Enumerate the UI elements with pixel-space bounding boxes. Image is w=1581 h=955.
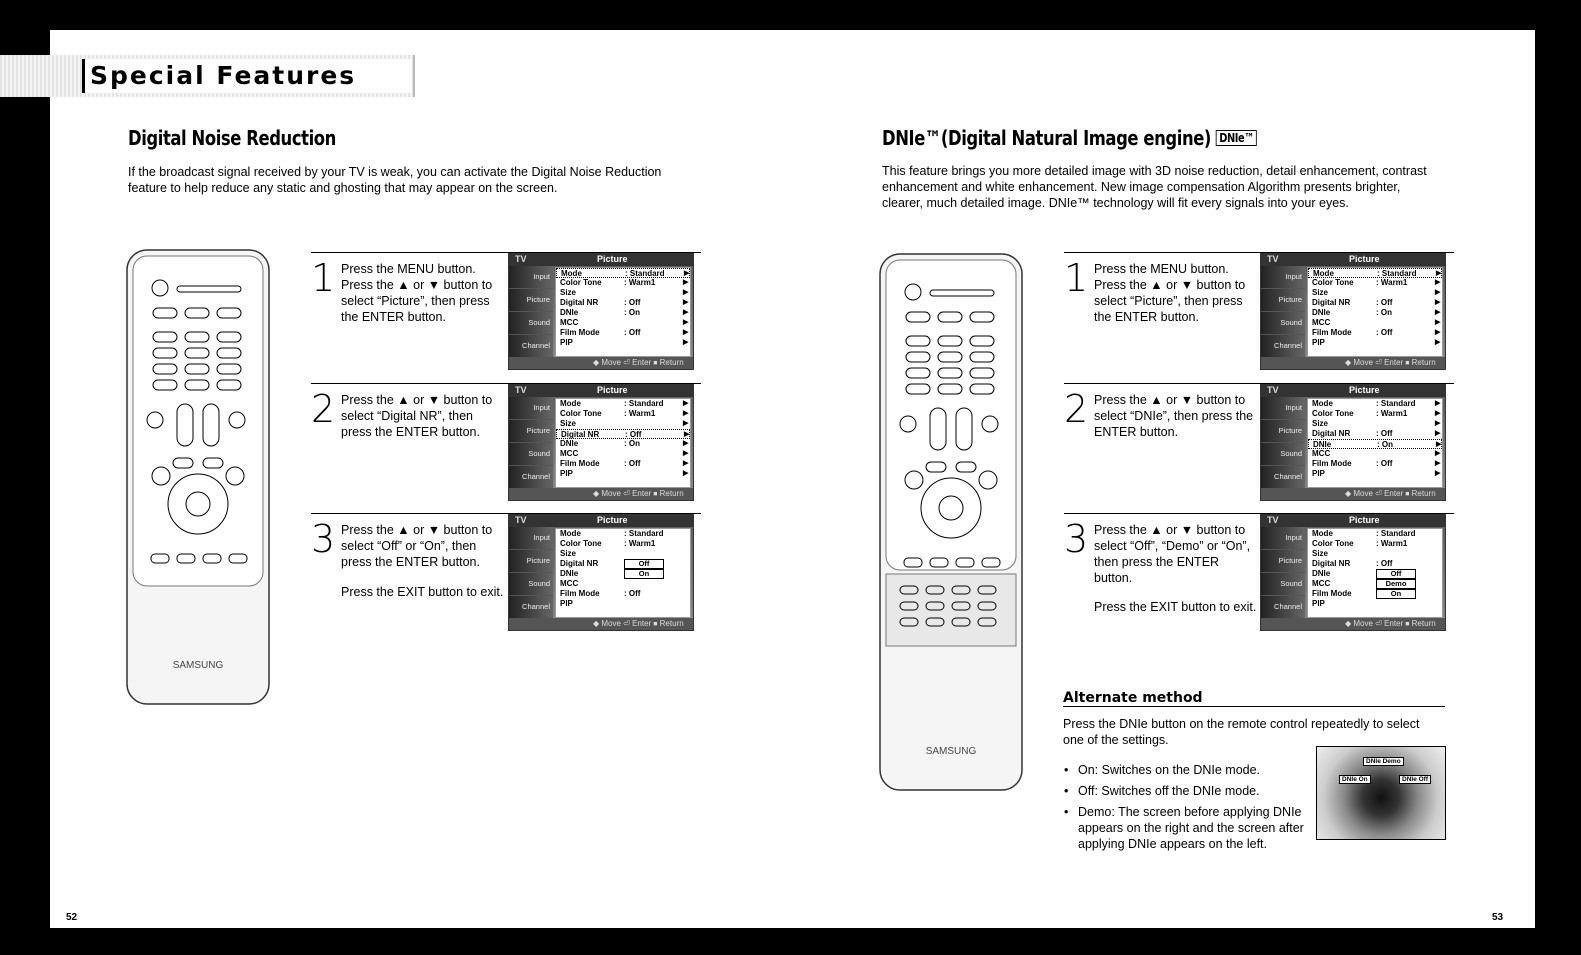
osd-menu-row: Film Mode : Off ▶ (560, 459, 689, 468)
osd-arrow-icon: ▶ (1435, 470, 1441, 477)
osd-screen (1260, 514, 1446, 631)
osd-arrow-icon: ▶ (684, 431, 690, 438)
osd-arrow-icon: ▶ (683, 420, 689, 427)
list-item: • On: Switches on the DNIe mode. (1064, 762, 1314, 778)
osd-arrow-icon: ▶ (1435, 279, 1441, 286)
osd-arrow-icon: ▶ (683, 319, 689, 326)
osd-menu-row: PIP ▶ (1312, 469, 1441, 478)
osd-side-item: Picture (1261, 289, 1305, 312)
osd-arrow-icon: ▶ (683, 400, 689, 407)
osd-title: Picture (1349, 385, 1380, 395)
dnie-options-list (1064, 762, 1314, 857)
osd-option-demo: Demo (1376, 579, 1416, 589)
left-intro: If the broadcast signal received by your TV is weak, you can activate the Digital Noise Reduction feature to help reduce any static and ghosting that may appear on the screen. (128, 165, 662, 195)
dnie-badge: DNIe™ (1216, 130, 1257, 146)
osd-menu-row: DNIe : On ▶ (560, 308, 689, 317)
osd-menu-row: PIP ▶ (1312, 338, 1441, 347)
step-number: 2 (1064, 387, 1089, 431)
step-exit-text: Press the EXIT button to exit. (341, 585, 504, 599)
osd-tv-label: TV (1267, 385, 1279, 395)
step-number: 3 (311, 517, 336, 561)
osd-arrow-icon: ▶ (683, 289, 689, 296)
osd-menu-row: Color Tone : Warm1 ▶ (560, 278, 689, 287)
osd-menu-row: Digital NR : Off ▶ (1312, 298, 1441, 307)
osd-menu-row: Color Tone : Warm1 ▶ (1312, 278, 1441, 287)
osd-tv-label: TV (515, 254, 527, 264)
page-frame-left (0, 0, 50, 955)
osd-side-item: Input (509, 266, 553, 289)
step-text: Press the ▲ or ▼ button to select “Off” or “On”, then press the ENTER button. (341, 523, 493, 569)
osd-side-item: Channel (509, 596, 553, 619)
osd-menu-row: Mode : Standard (1312, 529, 1416, 538)
osd-menu-row: DNIe : On ▶ (1312, 308, 1441, 317)
osd-menu-row: DNIe (560, 569, 579, 578)
osd-footer: ◆ Move ⏎ Enter ⏹ Return (1261, 357, 1446, 369)
osd-menu-row: Color Tone : Warm1 (560, 539, 656, 548)
osd-screen (1260, 384, 1446, 501)
osd-menu-row: Digital NR : Off ▶ (560, 298, 689, 307)
osd-menu-row: Mode : Standard ▶ (1312, 399, 1441, 408)
osd-title: Picture (1349, 515, 1380, 525)
osd-menu-row: Color Tone : Warm1 ▶ (560, 409, 689, 418)
osd-menu-row: Film Mode : Off ▶ (560, 328, 689, 337)
osd-arrow-icon: ▶ (683, 450, 689, 457)
alternate-method-heading: Alternate method (1063, 690, 1445, 707)
osd-menu-row: MCC ▶ (1312, 449, 1441, 458)
osd-sidebar (509, 266, 553, 359)
osd-menu-row: Film Mode (1312, 589, 1352, 598)
osd-footer: ◆ Move ⏎ Enter ⏹ Return (1261, 618, 1446, 630)
osd-side-item: Sound (1261, 443, 1305, 466)
osd-tv-label: TV (515, 515, 527, 525)
osd-menu-row: Size ▶ (560, 419, 689, 428)
osd-arrow-icon: ▶ (1435, 450, 1441, 457)
osd-side-item: Sound (1261, 573, 1305, 596)
osd-screen (1260, 253, 1446, 370)
osd-side-item: Input (1261, 397, 1305, 420)
osd-menu-row: Color Tone : Warm1 (1312, 539, 1408, 548)
right-heading (882, 126, 1257, 150)
osd-menu-row: MCC (560, 579, 579, 588)
osd-arrow-icon: ▶ (1436, 441, 1442, 448)
osd-arrow-icon: ▶ (683, 440, 689, 447)
osd-sidebar (509, 527, 553, 620)
osd-title: Picture (1349, 254, 1380, 264)
osd-arrow-icon: ▶ (683, 309, 689, 316)
osd-side-item: Sound (1261, 312, 1305, 335)
osd-menu (1307, 528, 1443, 618)
osd-arrow-icon: ▶ (1435, 289, 1441, 296)
osd-screen (508, 514, 694, 631)
step-text: Press the ▲ or ▼ button to select “Off”, “Demo” or “On”, then press the ENTER button. (1094, 523, 1251, 585)
osd-title: Picture (597, 515, 628, 525)
step-number: 3 (1064, 517, 1089, 561)
osd-side-item: Sound (509, 443, 553, 466)
osd-side-item: Channel (1261, 466, 1305, 489)
osd-option-off: Off (1376, 569, 1416, 579)
right-heading-text: DNIe™(Digital Natural Image engine) (882, 126, 1212, 150)
osd-option-off: Off (624, 559, 664, 569)
osd-menu-row: Size ▶ (560, 288, 689, 297)
osd-title: Picture (597, 254, 628, 264)
osd-menu-row: Mode : Standard ▶ (560, 399, 689, 408)
osd-menu-row: MCC ▶ (1312, 318, 1441, 327)
osd-arrow-icon: ▶ (683, 460, 689, 467)
osd-side-item: Picture (509, 289, 553, 312)
osd-arrow-icon: ▶ (1435, 309, 1441, 316)
osd-side-item: Input (1261, 527, 1305, 550)
step-number: 1 (311, 256, 336, 300)
osd-menu-row: MCC (1312, 579, 1331, 588)
osd-menu-row: Film Mode : Off (560, 589, 641, 598)
osd-menu (1307, 267, 1443, 357)
osd-menu-row: Digital NR : Off ▶ (1312, 429, 1441, 438)
remote-brand-label: SAMSUNG (172, 660, 224, 671)
page-number-right: 53 (1492, 912, 1504, 923)
page-number-left: 52 (66, 912, 78, 923)
osd-side-item: Sound (509, 312, 553, 335)
osd-side-item: Input (1261, 266, 1305, 289)
osd-menu-row: Digital NR : Off ▶ (556, 429, 690, 439)
osd-arrow-icon: ▶ (684, 270, 690, 277)
osd-side-item: Picture (1261, 420, 1305, 443)
osd-menu (555, 528, 691, 618)
osd-tv-label: TV (1267, 515, 1279, 525)
left-heading: Digital Noise Reduction (128, 126, 336, 150)
osd-menu-row: PIP (1312, 599, 1325, 608)
osd-footer: ◆ Move ⏎ Enter ⏹ Return (509, 357, 694, 369)
osd-menu (555, 398, 691, 488)
osd-arrow-icon: ▶ (1435, 339, 1441, 346)
page-frame-top (0, 0, 1581, 30)
dnie-demo-image (1316, 746, 1446, 840)
step-number: 1 (1064, 256, 1089, 300)
osd-side-item: Input (509, 527, 553, 550)
osd-sidebar (1261, 397, 1305, 490)
osd-menu-row: Size ▶ (1312, 288, 1441, 297)
page-frame-right (1535, 0, 1581, 955)
demo-label: DNIe Demo (1363, 757, 1404, 766)
step-exit-text: Press the EXIT button to exit. (1094, 600, 1257, 614)
osd-arrow-icon: ▶ (683, 299, 689, 306)
osd-menu-row: DNIe : On ▶ (560, 439, 689, 448)
osd-menu-row: Digital NR (560, 559, 599, 568)
osd-side-item: Sound (509, 573, 553, 596)
osd-menu-row: Film Mode : Off ▶ (1312, 459, 1441, 468)
osd-side-item: Channel (1261, 596, 1305, 619)
osd-menu (555, 267, 691, 357)
osd-side-item: Picture (509, 420, 553, 443)
osd-menu-row: Mode : Standard ▶ (1308, 268, 1442, 278)
osd-arrow-icon: ▶ (1435, 319, 1441, 326)
osd-side-item: Channel (509, 335, 553, 358)
osd-title: Picture (597, 385, 628, 395)
osd-sidebar (1261, 527, 1305, 620)
step-text: Press the MENU button. Press the ▲ or ▼ button to select “Picture”, then press the ENTER button. (1094, 262, 1246, 324)
osd-arrow-icon: ▶ (683, 339, 689, 346)
osd-menu-row: Size (560, 549, 577, 558)
step-text: Press the ▲ or ▼ button to select “Digital NR”, then press the ENTER button. (341, 393, 493, 439)
remote-control-illustration (125, 248, 271, 706)
list-item: • Demo: The screen before applying DNIe appears on the right and the screen after applying DNIe appears on the left. (1064, 804, 1314, 852)
osd-menu-row: DNIe : On ▶ (1308, 439, 1442, 449)
demo-off-label: DNIe Off (1399, 775, 1431, 784)
osd-menu-row: Color Tone : Warm1 ▶ (1312, 409, 1441, 418)
osd-side-item: Input (509, 397, 553, 420)
step-text: Press the ▲ or ▼ button to select “DNIe”, then press the ENTER button. (1094, 393, 1254, 439)
osd-menu-row: Size (1312, 549, 1329, 558)
osd-arrow-icon: ▶ (1436, 270, 1442, 277)
osd-menu-row: Mode : Standard (560, 529, 664, 538)
osd-menu-row: Mode : Standard ▶ (556, 268, 690, 278)
osd-menu-row: DNIe (1312, 569, 1331, 578)
step-text: Press the MENU button. Press the ▲ or ▼ button to select “Picture”, then press the ENTER button. (341, 262, 493, 324)
osd-arrow-icon: ▶ (1435, 460, 1441, 467)
osd-arrow-icon: ▶ (1435, 299, 1441, 306)
osd-tv-label: TV (515, 385, 527, 395)
osd-menu-row: MCC ▶ (560, 449, 689, 458)
osd-arrow-icon: ▶ (683, 410, 689, 417)
osd-screen (508, 253, 694, 370)
osd-side-item: Channel (1261, 335, 1305, 358)
osd-arrow-icon: ▶ (1435, 410, 1441, 417)
osd-menu-row: PIP ▶ (560, 469, 689, 478)
osd-arrow-icon: ▶ (1435, 420, 1441, 427)
osd-footer: ◆ Move ⏎ Enter ⏹ Return (1261, 488, 1446, 500)
osd-side-item: Picture (509, 550, 553, 573)
osd-tv-label: TV (1267, 254, 1279, 264)
osd-screen (508, 384, 694, 501)
osd-arrow-icon: ▶ (683, 470, 689, 477)
osd-menu-row: Digital NR : Off (1312, 559, 1393, 568)
alternate-method-text: Press the DNIe button on the remote control repeatedly to select one of the settings. (1063, 717, 1420, 747)
osd-arrow-icon: ▶ (1435, 400, 1441, 407)
remote-brand-label: SAMSUNG (925, 746, 977, 757)
step-number: 2 (311, 387, 336, 431)
osd-sidebar (509, 397, 553, 490)
section-title: Special Features (90, 61, 357, 90)
page-frame-bottom (0, 928, 1581, 955)
osd-side-item: Channel (509, 466, 553, 489)
osd-menu-row: Size ▶ (1312, 419, 1441, 428)
osd-menu-row: PIP (560, 599, 573, 608)
list-item: • Off: Switches off the DNIe mode. (1064, 783, 1314, 799)
osd-footer: ◆ Move ⏎ Enter ⏹ Return (509, 618, 694, 630)
remote-control-illustration (878, 252, 1024, 792)
osd-footer: ◆ Move ⏎ Enter ⏹ Return (509, 488, 694, 500)
osd-menu-row: PIP ▶ (560, 338, 689, 347)
osd-side-item: Picture (1261, 550, 1305, 573)
osd-menu-row: MCC ▶ (560, 318, 689, 327)
osd-arrow-icon: ▶ (683, 329, 689, 336)
osd-arrow-icon: ▶ (1435, 329, 1441, 336)
osd-menu (1307, 398, 1443, 488)
demo-on-label: DNIe On (1339, 775, 1371, 784)
osd-option-on: On (1376, 589, 1416, 599)
osd-option-on: On (624, 569, 664, 579)
right-intro: This feature brings you more detailed image with 3D noise reduction, detail enhancement, contrast enhancement and white enhancement. New image compensation Algorithm presents brighter, clearer, much detailed image. DNIe™ technology will fit every signals into your eyes. (882, 164, 1427, 210)
osd-arrow-icon: ▶ (1435, 430, 1441, 437)
osd-sidebar (1261, 266, 1305, 359)
osd-arrow-icon: ▶ (683, 279, 689, 286)
osd-menu-row: Film Mode : Off ▶ (1312, 328, 1441, 337)
